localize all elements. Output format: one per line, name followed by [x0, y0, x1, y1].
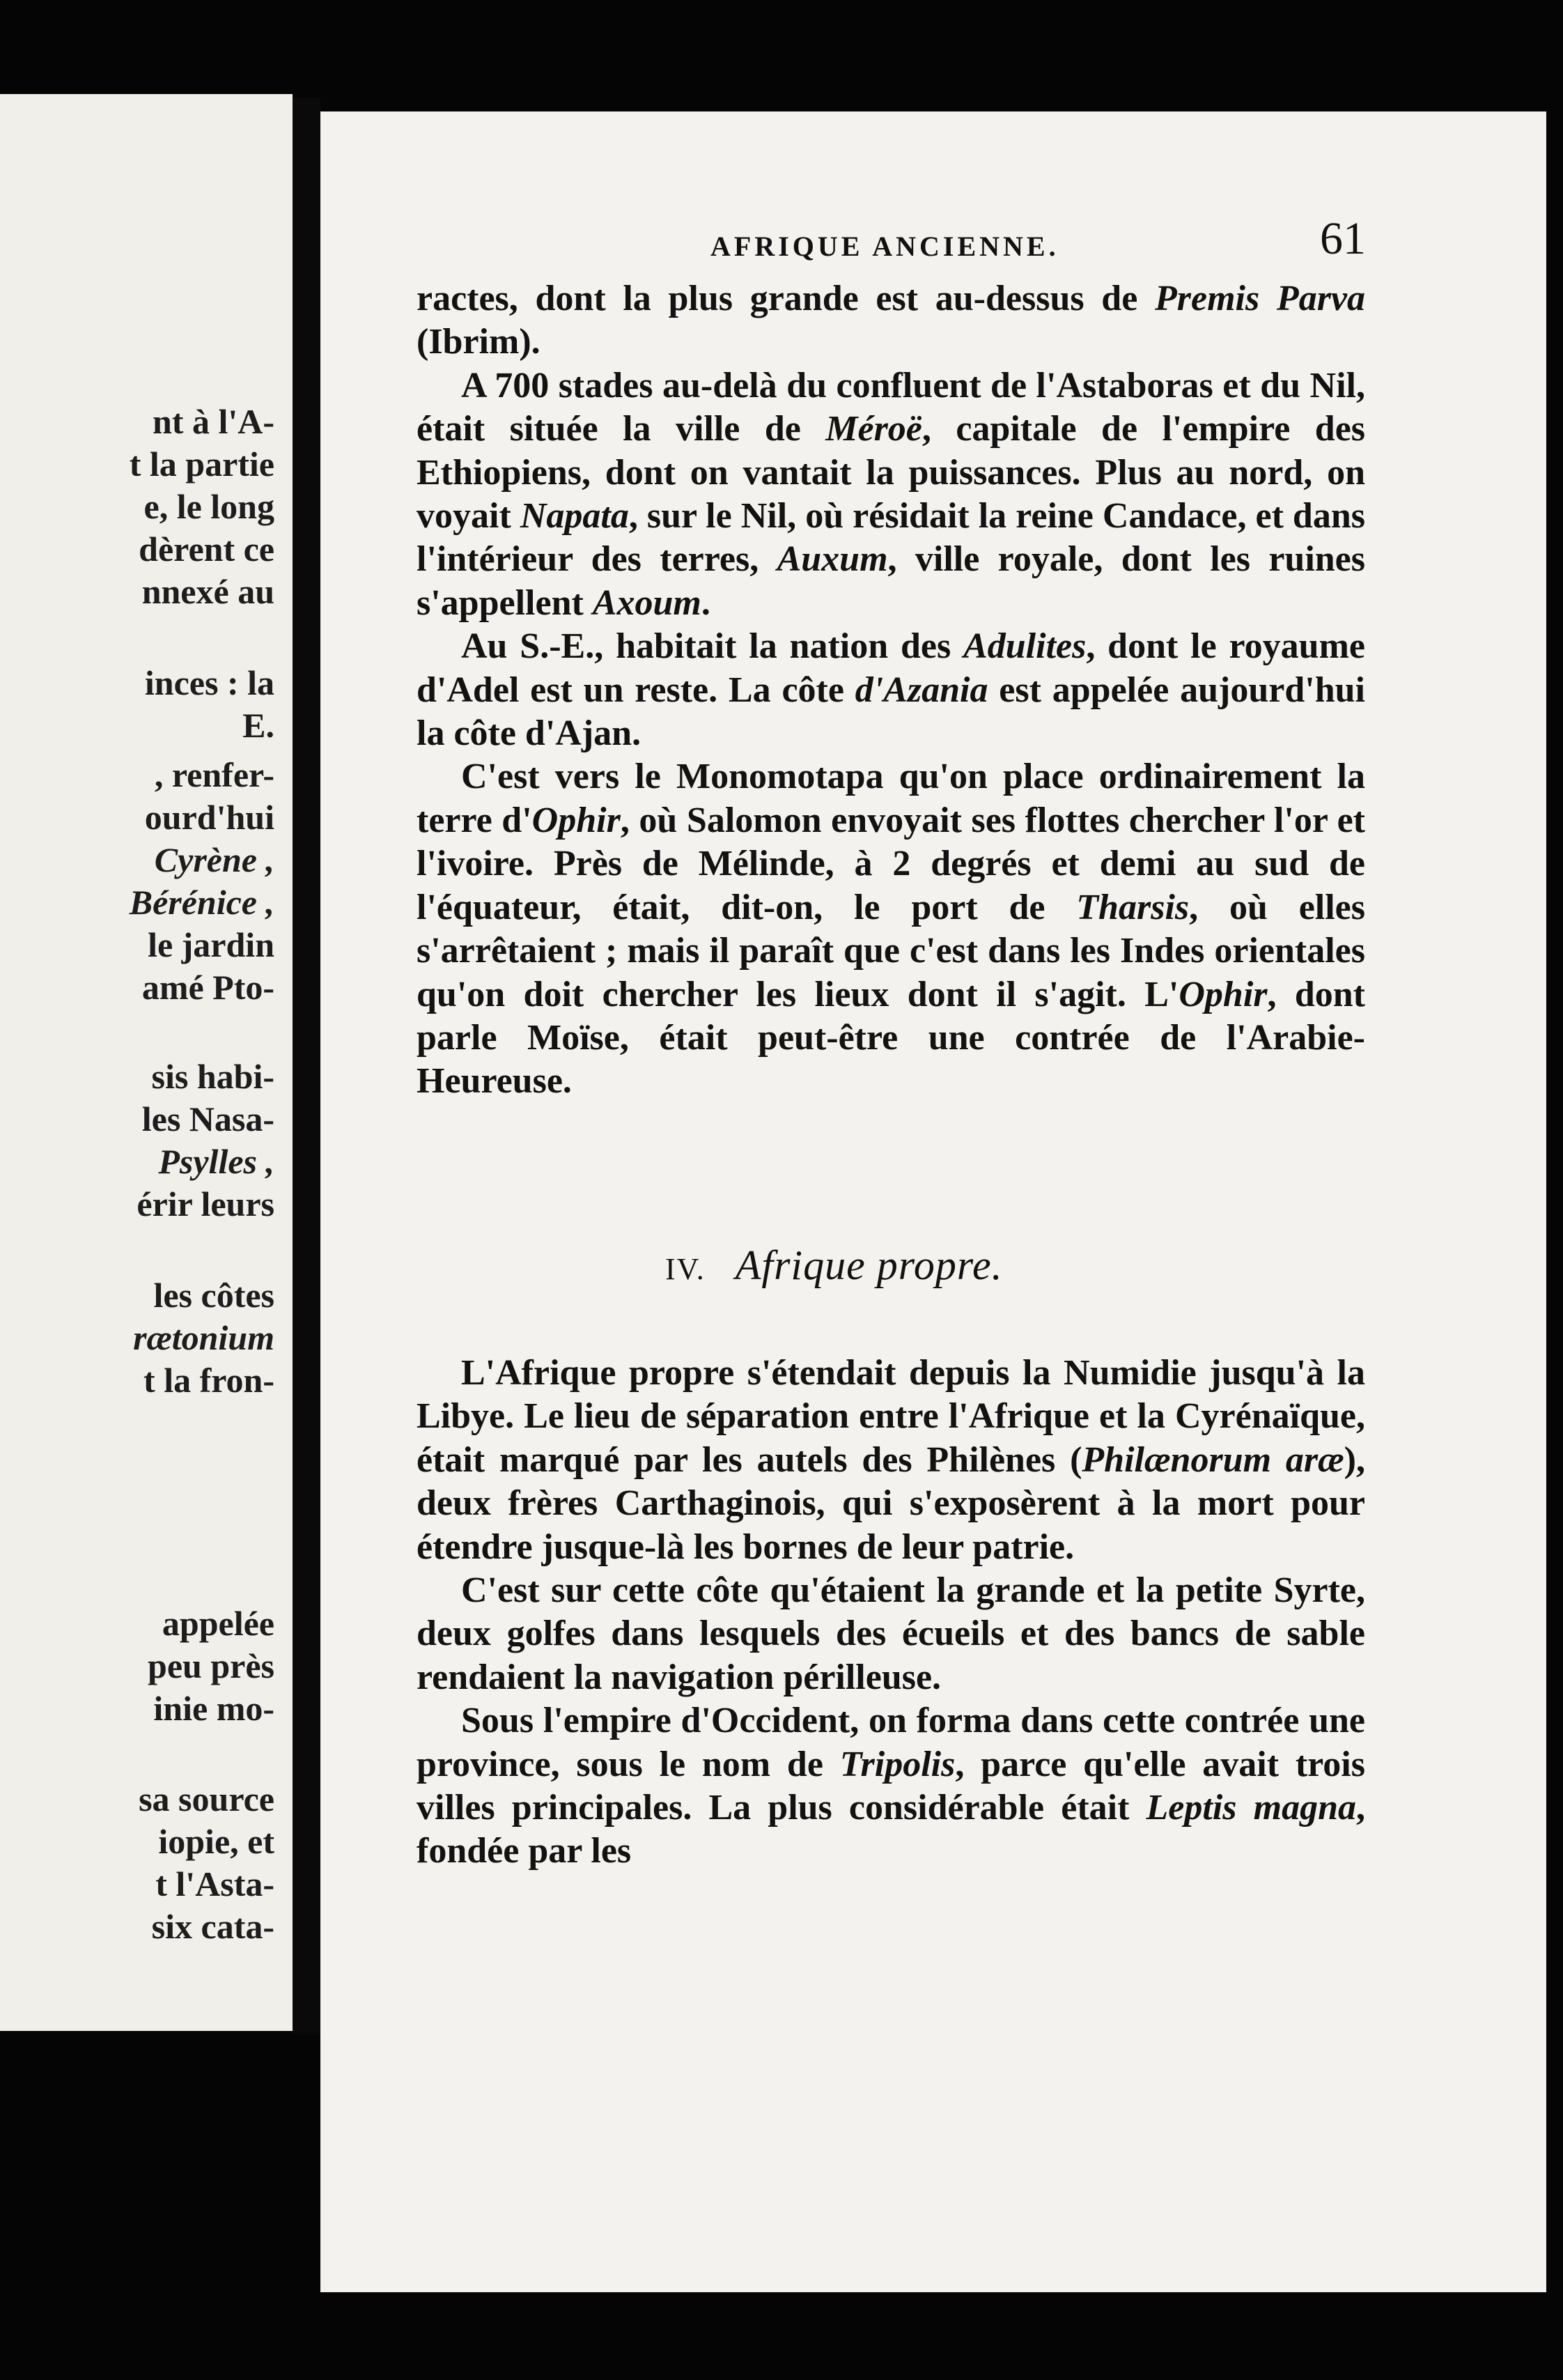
left-page-line: t l'Asta-: [155, 1864, 274, 1903]
left-page-line: érir leurs: [137, 1184, 274, 1223]
section-heading: [665, 1242, 1003, 1290]
left-page-line: Psylles ,: [158, 1142, 274, 1181]
left-page-line: nt à l'A-: [153, 402, 274, 441]
left-page-line: iopie, et: [158, 1822, 274, 1861]
paragraph: ractes, dont la plus grande est au-dessus de Premis Parva (Ibrim).: [417, 279, 1366, 362]
section-number: IV.: [665, 1252, 706, 1286]
left-page-line: Bérénice ,: [129, 883, 274, 922]
left-page-line: E.: [242, 706, 274, 745]
left-page-line: inie mo-: [153, 1689, 274, 1728]
left-page-line: peu près: [148, 1646, 274, 1685]
paragraph: Au S.-E., habitait la nation des Adulites, dont le royaume d'Adel est un reste. La côte d'Azania est appelée aujourd'hui la côte d'Ajan.: [417, 626, 1366, 754]
left-page-line: nnexé au: [141, 572, 274, 611]
left-page-line: amé Pto-: [141, 968, 274, 1007]
paragraph: C'est vers le Monomotapa qu'on place ordinairement la terre d'Ophir, où Salomon envoyait ses flottes chercher l'or et l'ivoire. Près de Mélinde, à 2 degrés et demi au sud de l'équateur, était, dit-on, le port de Tharsis, où elles s'arrêtaient ; mais il paraît que c'est dans les Indes orientales qu'on doit chercher les lieux dont il s'agit. L'Ophir, dont parle Moïse, était peut-être une contrée de l'Arabie-Heureuse.: [417, 757, 1365, 1102]
left-page-line: les Nasa-: [141, 1099, 274, 1138]
page-number: 61: [1320, 213, 1366, 264]
paragraph: C'est sur cette côte qu'étaient la grande et la petite Syrte, deux golfes dans lesquels des écueils et des bancs de sable rendaient la navigation périlleuse.: [417, 1570, 1365, 1697]
left-page-line: ourd'hui: [144, 798, 274, 837]
paragraph: L'Afrique propre s'étendait depuis la Numidie jusqu'à la Libye. Le lieu de séparation entre l'Afrique et la Cyrénaïque, était marqué par les autels des Philènes (Philænorum aræ), deux frères Carthaginois, qui s'exposèrent à la mort pour étendre jusque-là les bornes de leur patrie.: [417, 1353, 1365, 1567]
left-page-line: Cyrène ,: [154, 840, 274, 879]
left-page-line: , renfer-: [154, 755, 274, 794]
paragraph: Sous l'empire d'Occident, on forma dans cette contrée une province, sous le nom de Tripolis, parce qu'elle avait trois villes principales. La plus considérable était Leptis magna, fondée par les: [417, 1701, 1365, 1871]
body-text-after-section: [417, 1352, 1365, 1873]
paragraph: A 700 stades au-delà du confluent de l'Astaboras et du Nil, était située la ville de Méroë, capitale de l'empire des Ethiopiens, dont on vantait la puissances. Plus au nord, on voyait Napata, sur le Nil, où résidait la reine Candace, et dans l'intérieur des terres, Auxum, ville royale, dont les ruines s'appellent Axoum.: [417, 365, 1366, 623]
left-page-line: dèrent ce: [139, 530, 274, 569]
left-page-line: sa source: [139, 1779, 274, 1818]
left-page-line: t la partie: [129, 445, 274, 484]
running-head: AFRIQUE ANCIENNE.: [710, 231, 1059, 262]
left-page-line: les côtes: [153, 1276, 274, 1315]
left-page-line: six cata-: [151, 1907, 274, 1946]
left-page-line: rætonium: [133, 1318, 274, 1357]
section-title: Afrique propre.: [735, 1242, 1003, 1288]
left-page-line: sis habi-: [151, 1057, 274, 1096]
left-page-line: appelée: [162, 1604, 274, 1643]
left-page-line: le jardin: [148, 925, 274, 964]
left-page-line: e, le long: [143, 487, 274, 526]
left-page-line: inces : la: [144, 663, 274, 702]
left-page-line: t la fron-: [143, 1361, 274, 1400]
body-text-before-section: [417, 277, 1365, 1104]
left-page-fragment: [0, 94, 293, 2031]
book-gutter: [293, 98, 320, 2034]
